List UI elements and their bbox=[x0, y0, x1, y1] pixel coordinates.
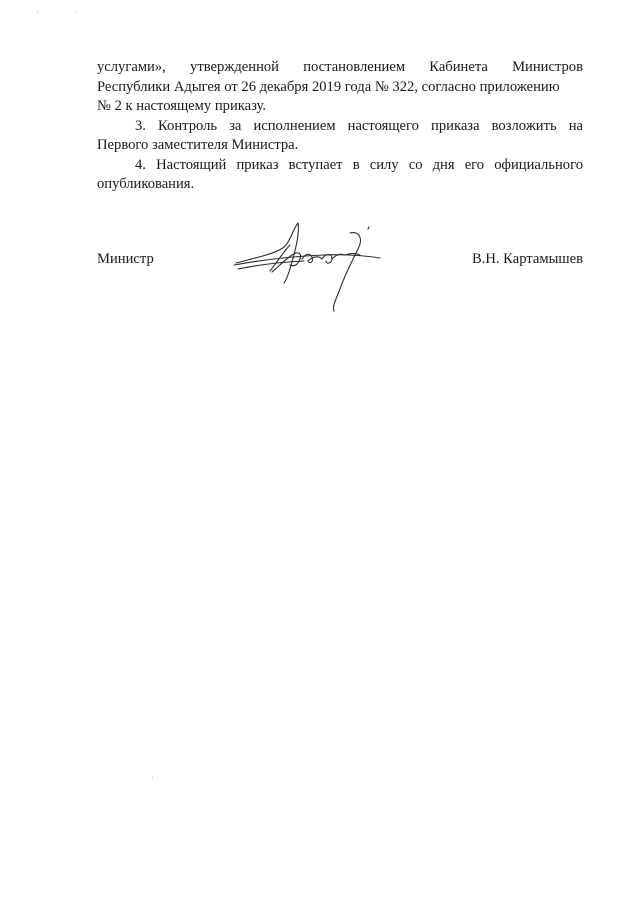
text-line: № 2 к настоящему приказу. bbox=[97, 98, 267, 114]
paragraph-item-4 bbox=[97, 156, 583, 195]
scan-speck bbox=[152, 777, 153, 778]
signatory-name: В.Н. Картамышев bbox=[471, 251, 583, 267]
text-line: 4. Настоящий приказ вступает в силу со дня его официального bbox=[135, 156, 583, 173]
text-line: опубликования. bbox=[97, 176, 195, 192]
text-line: Республики Адыгея от 26 декабря 2019 года № 322, согласно приложению bbox=[97, 78, 560, 95]
document-body bbox=[97, 58, 583, 195]
text-line: услугами», утвержденной постановлением Кабинета Министров bbox=[97, 59, 583, 75]
paragraph-continuation bbox=[97, 58, 583, 117]
text-line: Первого заместителя Министра. bbox=[97, 137, 299, 153]
handwritten-signature bbox=[228, 215, 388, 315]
scan-speck bbox=[37, 11, 38, 12]
scan-speck bbox=[76, 11, 77, 12]
paragraph-item-3 bbox=[97, 117, 583, 156]
signatory-role: Министр bbox=[97, 251, 154, 267]
text-line: 3. Контроль за исполнением настоящего приказа возложить на bbox=[135, 117, 584, 134]
